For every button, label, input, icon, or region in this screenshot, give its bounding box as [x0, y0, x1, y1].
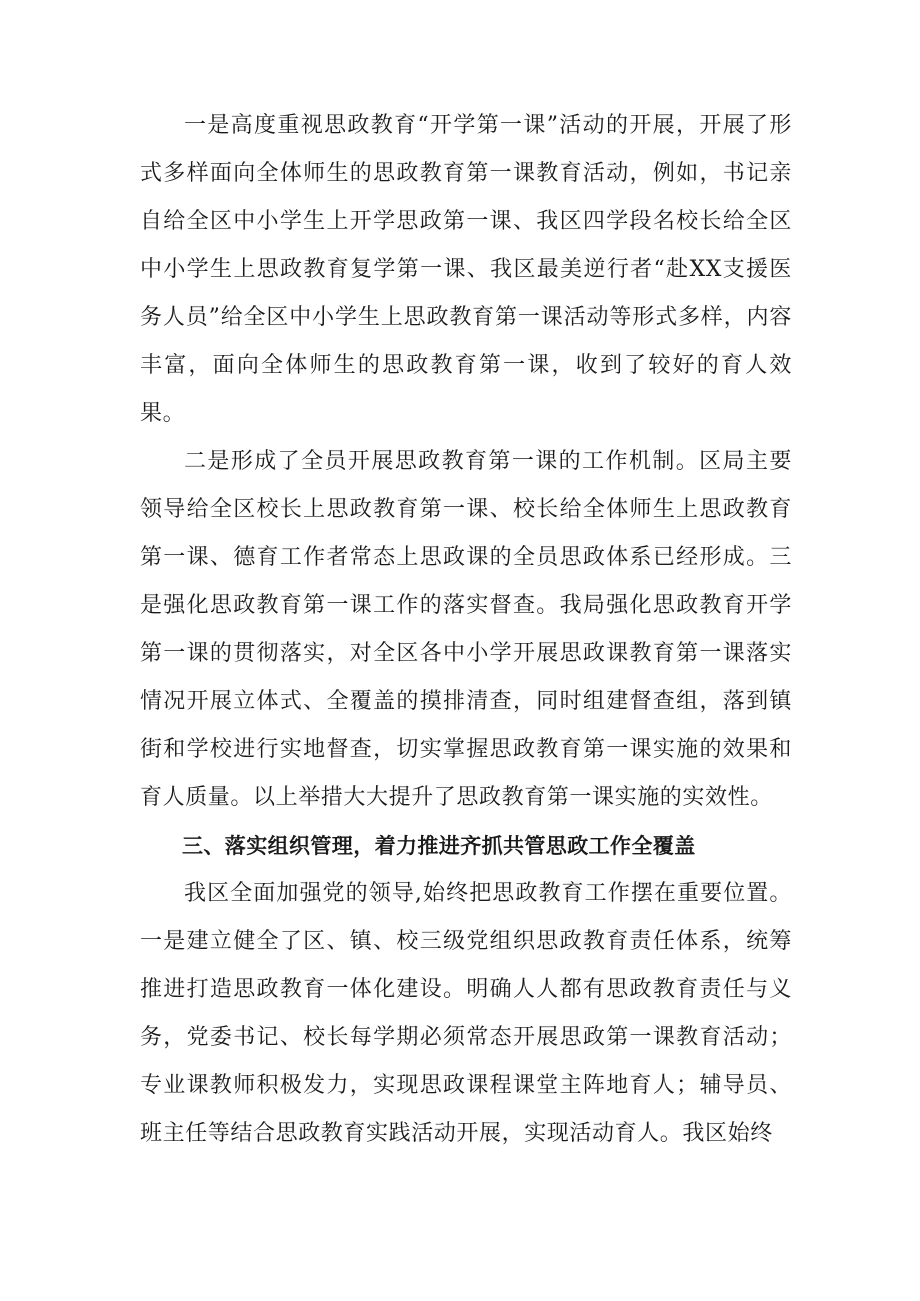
document-body	[140, 102, 792, 1158]
paragraph-3: 我区全面加强党的领导,始终把思政教育工作摆在重要位置。一是建立健全了区、镇、校三级党组织思政教育责任体系，统筹推进打造思政教育一体化建设。明确人人都有思政教育责任与义务，党委书记、校长每学期必须常态开展思政第一课教育活动；专业课教师积极发力，实现思政课程课堂主阵地育人；辅导员、班主任等结合思政教育实践活动开展，实现活动育人。我区始终	[140, 881, 792, 1146]
paragraph-1: 一是高度重视思政教育“开学第一课”活动的开展，开展了形式多样面向全体师生的思政教育第一课教育活动，例如，书记亲自给全区中小学生上开学思政第一课、我区四学段名校长给全区中小学生上思政教育复学第一课、我区最美逆行者“赴XX支援医务人员”给全区中小学生上思政教育第一课活动等形式多样，内容丰富，面向全体师生的思政教育第一课，收到了较好的育人效果。	[140, 113, 792, 426]
paragraph-2: 二是形成了全员开展思政教育第一课的工作机制。区局主要领导给全区校长上思政教育第一课、校长给全体师生上思政教育第一课、德育工作者常态上思政课的全员思政体系已经形成。三是强化思政教育第一课工作的落实督查。我局强化思政教育开学第一课的贯彻落实，对全区各中小学开展思政课教育第一课落实情况开展立体式、全覆盖的摸排清查，同时组建督查组，落到镇街和学校进行实地督查，切实掌握思政教育第一课实施的效果和育人质量。以上举措大大提升了思政教育第一课实施的实效性。	[140, 449, 792, 810]
section-heading: 三、落实组织管理，着力推进齐抓共管思政工作全覆盖	[182, 834, 696, 858]
